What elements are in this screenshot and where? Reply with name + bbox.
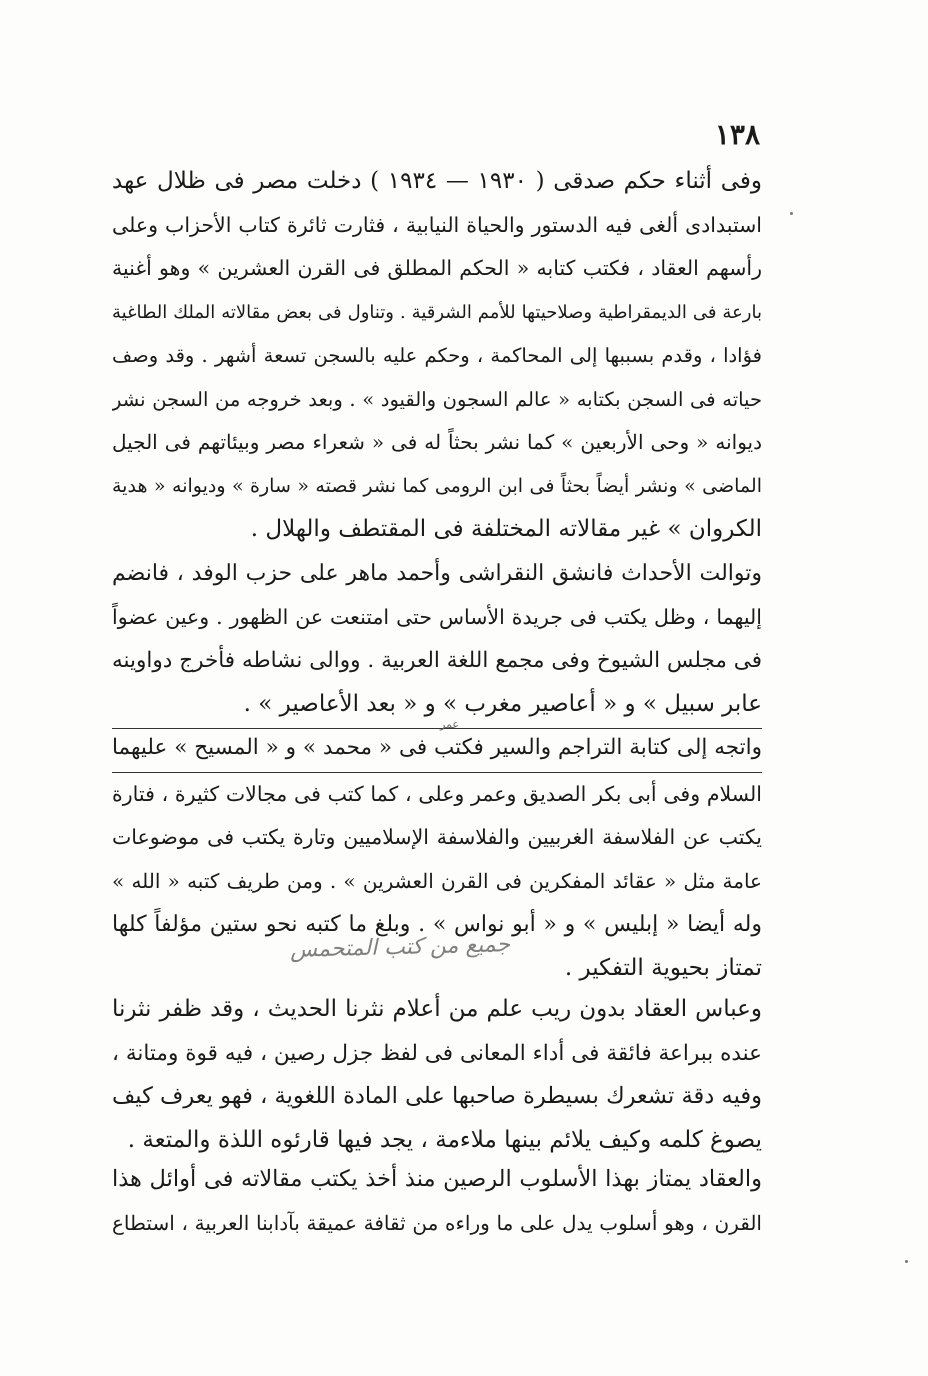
text-line: القرن ، وهو أسلوب يدل على ما وراءه من ثقافة عميقة بآدابنا العربية ، استطاع [112,1210,762,1235]
text-line: والعقاد يمتاز بهذا الأسلوب الرصين منذ أخذ يكتب مقالاته فى أوائل هذا [112,1166,762,1192]
text-line: رأسهم العقاد ، فكتب كتابه « الحكم المطلق فى القرن العشرين » وهو أغنية [112,256,762,280]
text-line: عابر سبيل » و « أعاصير مغرب » و « بعد الأعاصير » . [112,683,762,730]
text-line: يصوغ كلمه وكيف يلائم بينها ملاءمة ، يجد فيها قارئوه اللذة والمتعة . [127,1126,762,1153]
text-line: وتوالت الأحداث فانشق النقراشى وأحمد ماهر على حزب الوفد ، فانضم [112,561,762,586]
text-line: وفيه دقة تشعرك بسيطرة صاحبها على المادة اللغوية ، فهو يعرف كيف [112,1083,762,1109]
text-line: يكتب عن الفلاسفة الغربيين والفلاسفة الإسلاميين وتارة يكتب فى موضوعات [112,825,762,849]
text-line: استبدادى ألغى فيه الدستور والحياة النيابية ، فثارت ثائرة كتاب الأحزاب وعلى [112,212,762,237]
text-line: السلام وفى أبى بكر الصديق وعمر وعلى ، كما كتب فى مجالات كثيرة ، فتارة [112,781,762,806]
text-line: حياته فى السجن بكتابه « عالم السجون والقيود » . وبعد خروجه من السجن نشر [112,387,762,411]
paragraph-5 [112,1158,762,1245]
text-line: ديوانه « وحى الأربعين » كما نشر بحثاً له فى « شعراء مصر وبيئاتهم فى الجيل [112,430,762,454]
margin-note: عمر [440,718,459,731]
handwritten-note: جميع من كتب المتحمس [289,932,511,963]
text-line: بارعة فى الديمقراطية وصلاحيتها للأمم الشرقية . وتناول فى بعض مقالاته الملك الطاغية [112,301,762,323]
text-line: فؤادا ، وقدم بسببها إلى المحاكمة ، وحكم عليه بالسجن تسعة أشهر . وقد وصف [112,344,762,367]
text-line: إليهما ، وظل يكتب فى جريدة الأساس حتى امتنعت عن الظهور . وعين عضواً [112,604,762,629]
paragraph-4 [112,988,762,1162]
paragraph-1 [112,160,762,552]
stray-ink-dot [905,1260,908,1263]
text-line: وله أيضا « إبليس » و « أبو نواس » . وبلغ ما كتبه نحو ستين مؤلفاً كلها [112,912,762,937]
text-line: وعباس العقاد بدون ريب علم من أعلام نثرنا الحديث ، وقد ظفر نثرنا [112,996,762,1022]
text-line: عنده ببراعة فائقة فى أداء المعانى فى لفظ جزل رصين ، فيه قوة ومتانة ، [112,1040,762,1066]
text-line: الكروان » غير مقالاته المختلفة فى المقتطف والهلال . [250,516,762,542]
text-line: الماضى » ونشر أيضاً بحثاً فى ابن الرومى كما نشر قصته « سارة » وديوانه « هدية [112,474,762,497]
text-line: فى مجلس الشيوخ وفى مجمع اللغة العربية . ووالى نشاطه فأخرج دواوينه [112,648,762,673]
stray-ink-dot [790,212,793,215]
text-line: تمتاز بحيوية التفكير . [564,954,762,981]
text-line: عامة مثل « عقائد المفكرين فى القرن العشرين » . ومن طريف كتبه « الله » [112,868,762,893]
text-line: واتجه إلى كتابة التراجم والسير فكتب فى « محمد » و « المسيح » عليهما [112,726,762,773]
text-line: وفى أثناء حكم صدقى ( ١٩٣٠ — ١٩٣٤ ) دخلت مصر فى ظلال عهد [112,168,762,194]
page-number: ١٣٨ [714,118,760,151]
paragraph-2 [112,552,762,729]
